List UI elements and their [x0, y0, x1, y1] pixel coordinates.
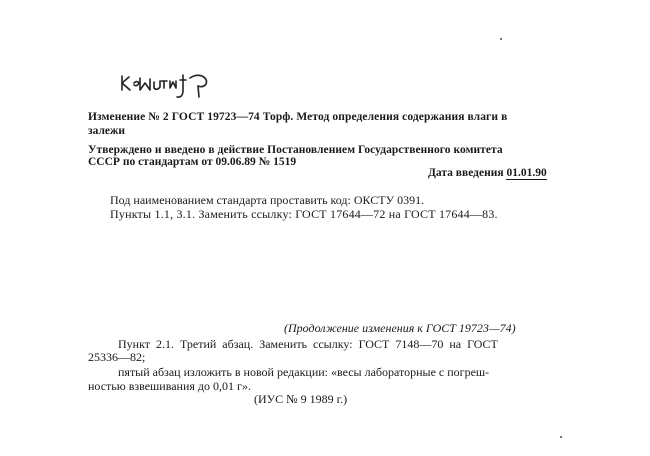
continuation-text-line4: ностью взвешивания до 0,01 г». — [88, 379, 251, 393]
amendment-text-line2: Пункты 1.1, 3.1. Заменить ссылку: ГОСТ 17644—72 на ГОСТ 17644—83. — [110, 207, 498, 221]
continuation-text-line3: пятый абзац изложить в новой редакции: «весы лабораторные с погреш- — [118, 365, 490, 379]
effective-date — [428, 168, 547, 180]
scan-speck — [560, 436, 562, 438]
continuation-text-line1: Пункт 2.1. Третий абзац. Заменить ссылку: ГОСТ 7148—70 на ГОСТ — [118, 337, 498, 351]
publication-footer: (ИУС № 9 1989 г.) — [254, 392, 348, 406]
scan-speck — [500, 38, 502, 40]
continuation-heading: (Продолжение изменения к ГОСТ 19723—74) — [284, 321, 516, 335]
continuation-text-line2: 25336—82; — [88, 350, 146, 364]
amendment-title-line2: залежи — [88, 125, 125, 137]
effective-date-value: 01.01.90 — [506, 167, 547, 179]
handwritten-note — [118, 66, 218, 100]
amendment-text-line1: Под наименованием стандарта проставить код: ОКСТУ 0391. — [110, 193, 425, 207]
effective-date-label: Дата введения — [428, 167, 504, 179]
amendment-title-line1: Изменение № 2 ГОСТ 19723—74 Торф. Метод определения содержания влаги в — [88, 111, 508, 123]
approved-line1: Утверждено и введено в действие Постановлением Государственного комитета — [88, 144, 503, 156]
approved-line2: СССР по стандартам от 09.06.89 № 1519 — [88, 156, 297, 168]
